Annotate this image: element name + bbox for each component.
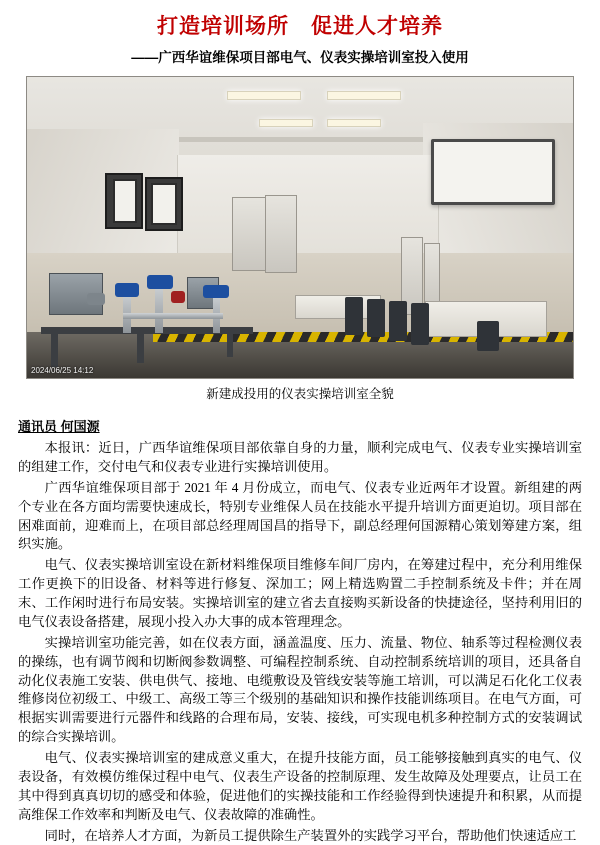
paragraph: 本报讯：近日，广西华谊维保项目部依靠自身的力量，顺利完成电气、仪表专业实操培训室的组建工作，交付电气和仪表专业进行实操培训使用。 [18,439,582,477]
chair [411,303,429,345]
process-pipe-horizontal [123,313,223,319]
equipment-rack-leg [227,327,233,357]
training-room-photo [26,76,574,379]
article-body [18,439,582,845]
photo-figure [26,76,574,402]
process-pipe [155,283,163,333]
control-cabinet [265,195,297,273]
ceiling-light [327,119,381,127]
chair [389,301,407,341]
equipment-rack-leg [137,329,144,363]
wall-poster [151,183,177,225]
back-wall [177,155,439,260]
chair [477,321,499,351]
equipment-rack-leg [51,329,58,367]
ceiling-light [259,119,313,127]
paragraph: 广西华谊维保项目部于 2021 年 4 月份成立，而电气、仪表专业近两年才设置。新组建的两个专业在各方面均需要快速成长，特别专业维保人员在技能水平提升培训方面更迫切。项目部在困难面前，迎难而上，在项目部总经理周国昌的指导下，副总经理何国源精心策划筹建方案，组织实施。 [18,479,582,555]
wall-poster [113,179,137,223]
process-pipe [123,291,131,333]
equipment-rack-rail [41,327,253,334]
control-valve [115,283,139,297]
flow-meter [87,293,105,305]
page-subtitle: ——广西华谊维保项目部电气、仪表实操培训室投入使用 [18,46,582,66]
chair [367,299,385,337]
photo-timestamp: 2024/06/25 14:12 [31,366,93,375]
pressure-transmitter [171,291,185,303]
ceiling-light [327,91,401,100]
projection-screen [431,139,555,205]
paragraph: 电气、仪表实操培训室的建成意义重大，在提升技能方面，员工能够接触到真实的电气、仪表设备，有效模仿维保过程中电气、仪表生产设备的控制原理、发生故障及处理要点，让员工在其中得到真真切切的感受和体验，促进他们的实操技能和工作经验得到快速提升和积累，从而提高维保工作效率和判断及电气、仪表故障的准确性。 [18,749,582,825]
paragraph: 同时，在培养人才方面，为新员工提供除生产装置外的实践学习平台，帮助他们快速适应工 [18,827,582,845]
paragraph: 电气、仪表实操培训室设在新材料维保项目维修车间厂房内，在筹建过程中，充分利用维保工作更换下的旧设备、材料等进行修复、深加工；网上精选购置二手控制系统及卡件；并在周末、工作闲时进行布局安装。实操培训室的建立省去直接购买新设备的快捷途径，坚持利用旧的电气仪表设备搭建，展现小投入办大事的成本管理理念。 [18,556,582,632]
ceiling-light [227,91,301,100]
paragraph: 实操培训室功能完善，如在仪表方面，涵盖温度、压力、流量、物位、轴系等过程检测仪表的操练，也有调节阀和切断阀参数调整、可编程控制系统、自动控制系统培训的项目，还具备自动化仪表施工安装、供电供气、接地、电缆敷设及管线安装等施工培训，可以满足石化化工仪表维修岗位初级工、中级工、高级工等三个级别的基础知识和操作技能训练项目。在电气方面，可根据实训需要进行元器件和线路的合理布局，安装、接线，可实现电机多种控制方式的安装调试的综合实操培训。 [18,634,582,747]
chair [345,297,363,335]
byline: 通讯员 何国源 [18,416,582,435]
control-valve [203,285,229,298]
page-title: 打造培训场所 促进人才培养 [18,10,582,40]
control-valve [147,275,173,289]
control-cabinet [232,197,266,271]
photo-caption: 新建成投用的仪表实操培训室全貌 [26,384,574,402]
article-page [0,10,600,845]
